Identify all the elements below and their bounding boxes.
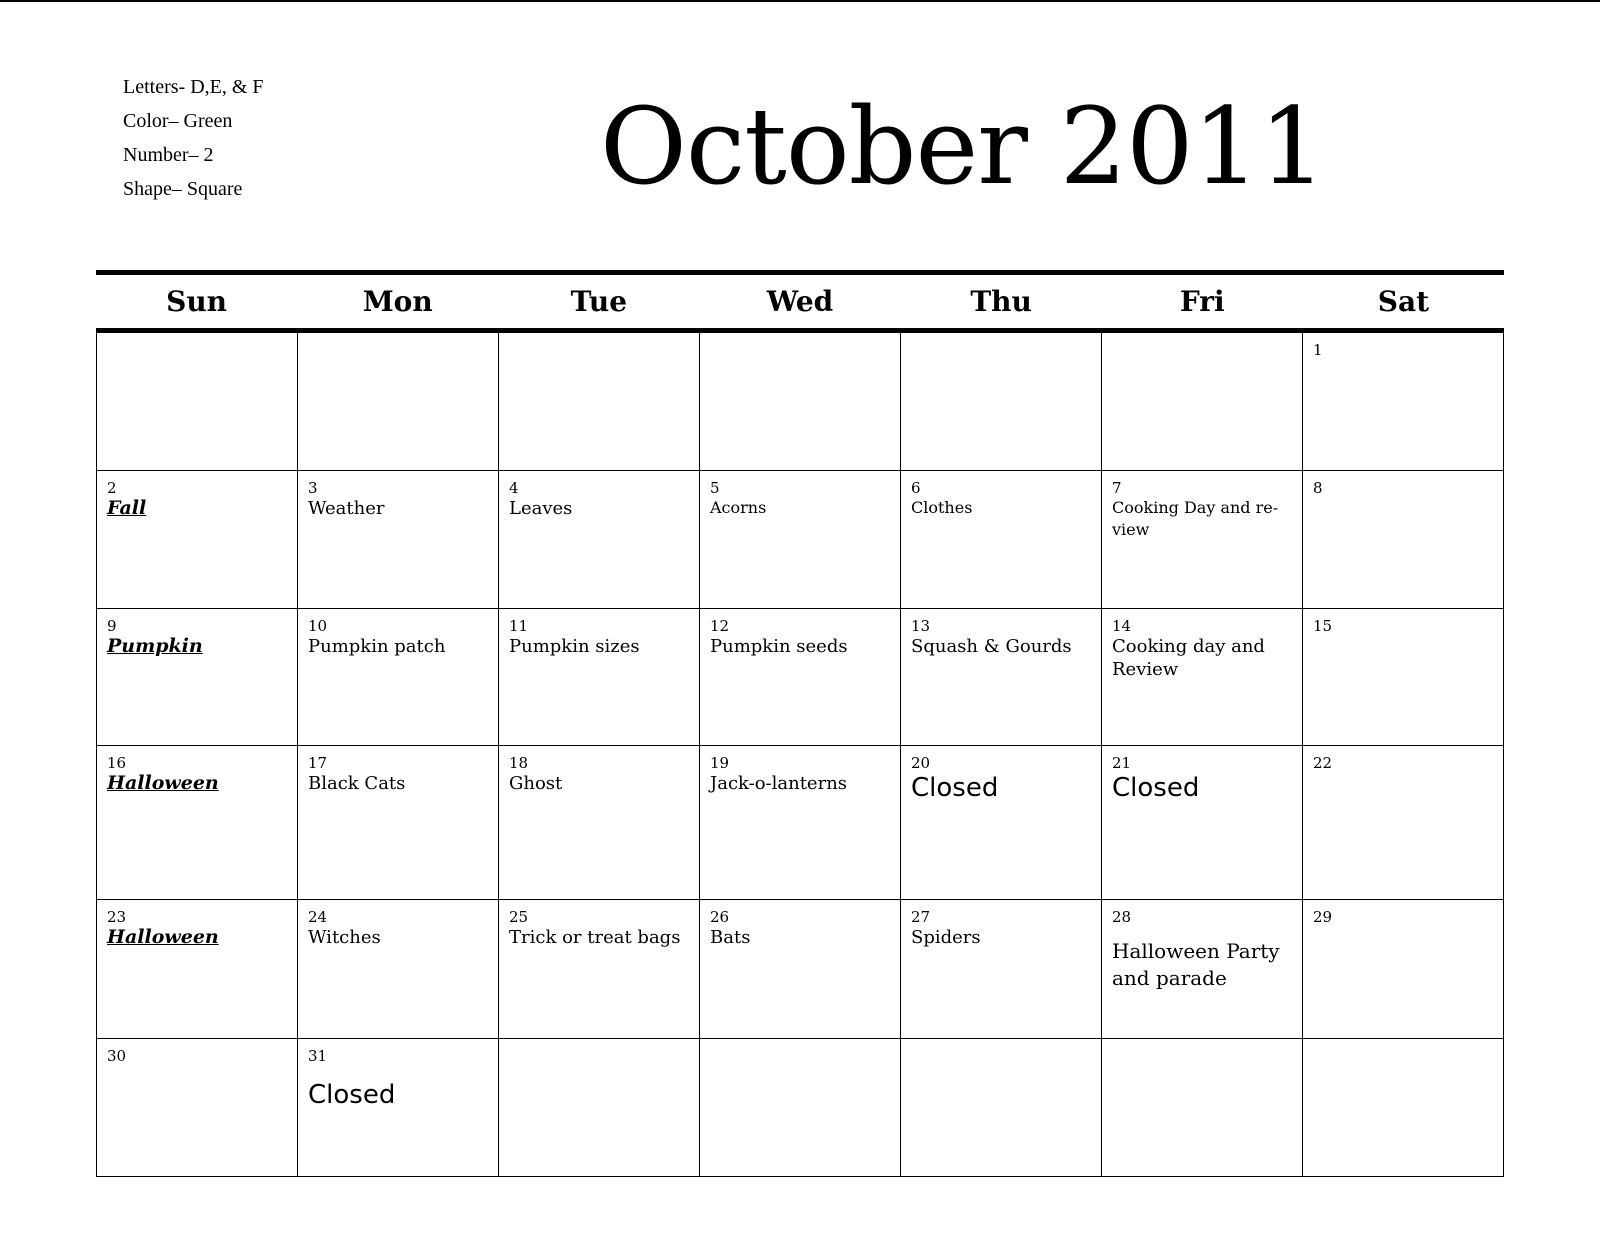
day-event: Black Cats	[308, 773, 406, 794]
weekly-focus-info	[123, 70, 264, 206]
day-cell	[901, 1039, 1102, 1177]
day-number: 28	[1112, 908, 1132, 926]
day-cell	[1102, 1039, 1303, 1177]
day-event: Pumpkin seeds	[710, 636, 848, 657]
day-cell	[499, 1039, 700, 1177]
day-cell	[1303, 609, 1504, 746]
day-cell	[1102, 900, 1303, 1039]
day-number: 16	[107, 754, 127, 772]
weekday-sun: Sun	[166, 285, 228, 318]
day-cell	[1303, 746, 1504, 900]
day-number	[911, 341, 1091, 359]
day-cell	[700, 900, 901, 1039]
day-event: Bats	[710, 927, 751, 948]
day-cell	[1102, 609, 1303, 746]
calendar-title: October 2011	[600, 85, 1326, 208]
day-number: 19	[710, 754, 730, 772]
day-number: 24	[308, 908, 328, 926]
day-cell	[97, 333, 298, 471]
day-cell	[499, 746, 700, 900]
day-number: 5	[710, 479, 720, 497]
day-event: Ghost	[509, 773, 563, 794]
closed-label: Closed	[308, 1080, 396, 1110]
day-number: 7	[1112, 479, 1122, 497]
day-event: Pumpkin patch	[308, 636, 446, 657]
week-theme: Fall	[107, 497, 147, 519]
day-cell	[700, 1039, 901, 1177]
calendar	[96, 270, 1504, 1177]
day-number: 2	[107, 479, 117, 497]
day-cell	[1102, 746, 1303, 900]
week-theme: Pumpkin	[107, 635, 203, 657]
day-number: 15	[1313, 617, 1333, 635]
day-cell	[901, 746, 1102, 900]
letters-line: Letters- D,E, & F	[123, 76, 264, 98]
day-cell	[1303, 471, 1504, 609]
day-cell	[700, 333, 901, 471]
day-event: Leaves	[509, 498, 573, 519]
day-number	[1112, 1047, 1292, 1065]
day-number: 30	[107, 1047, 127, 1065]
day-event: Jack-o-lanterns	[710, 773, 848, 794]
day-cell	[700, 609, 901, 746]
day-event: Cooking day and Review	[1112, 636, 1265, 680]
day-number: 17	[308, 754, 328, 772]
closed-label: Closed	[1112, 773, 1200, 803]
day-cell	[97, 900, 298, 1039]
day-cell	[901, 333, 1102, 471]
day-number: 18	[509, 754, 529, 772]
day-cell	[298, 471, 499, 609]
day-cell	[1303, 1039, 1504, 1177]
weekday-sat: Sat	[1377, 285, 1430, 318]
day-event: Halloween Party and parade	[1112, 939, 1280, 990]
day-number: 26	[710, 908, 730, 926]
day-cell	[499, 609, 700, 746]
day-cell	[97, 746, 298, 900]
day-number: 9	[107, 617, 117, 635]
day-cell	[901, 900, 1102, 1039]
day-number: 31	[308, 1047, 328, 1065]
day-number: 13	[911, 617, 931, 635]
day-number	[308, 341, 488, 359]
day-number: 29	[1313, 908, 1333, 926]
day-cell	[97, 1039, 298, 1177]
day-event: Clothes	[911, 498, 973, 517]
day-cell	[1303, 900, 1504, 1039]
day-cell	[901, 609, 1102, 746]
day-event: Witches	[308, 927, 381, 948]
day-cell	[499, 333, 700, 471]
day-event: Trick or treat bags	[509, 927, 681, 948]
weekday-tue: Tue	[570, 285, 628, 318]
weekday-thu: Thu	[970, 285, 1032, 318]
day-number: 27	[911, 908, 931, 926]
day-cell	[298, 746, 499, 900]
day-cell	[1102, 333, 1303, 471]
closed-label: Closed	[911, 773, 999, 803]
day-number: 21	[1112, 754, 1132, 772]
calendar-grid	[96, 333, 1504, 1177]
top-border	[0, 0, 1600, 2]
day-cell	[700, 746, 901, 900]
day-number: 1	[1313, 341, 1323, 359]
day-event: Weather	[308, 498, 385, 519]
day-cell	[298, 900, 499, 1039]
day-cell	[298, 333, 499, 471]
day-number	[509, 1047, 689, 1065]
day-number: 14	[1112, 617, 1132, 635]
weekday-header	[96, 275, 1504, 328]
shape-line: Shape– Square	[123, 178, 243, 200]
day-number: 3	[308, 479, 318, 497]
day-number: 20	[911, 754, 931, 772]
day-number	[911, 1047, 1091, 1065]
day-cell	[1303, 333, 1504, 471]
day-event: Squash & Gourds	[911, 636, 1072, 657]
day-event: Pumpkin sizes	[509, 636, 640, 657]
day-cell	[97, 609, 298, 746]
day-number: 22	[1313, 754, 1333, 772]
day-number: 12	[710, 617, 730, 635]
day-number: 4	[509, 479, 519, 497]
day-number	[710, 1047, 890, 1065]
day-number	[107, 341, 287, 359]
day-cell	[700, 471, 901, 609]
day-number: 8	[1313, 479, 1323, 497]
day-event: Cooking Day and re-view	[1112, 498, 1279, 539]
day-cell	[298, 1039, 499, 1177]
day-cell	[499, 900, 700, 1039]
day-number	[509, 341, 689, 359]
week-theme: Halloween	[107, 926, 219, 948]
day-number: 23	[107, 908, 127, 926]
day-cell	[298, 609, 499, 746]
day-cell	[1102, 471, 1303, 609]
weekday-mon: Mon	[362, 285, 433, 318]
day-cell	[499, 471, 700, 609]
day-number: 6	[911, 479, 921, 497]
day-cell	[97, 471, 298, 609]
day-number	[1112, 341, 1292, 359]
day-number	[710, 341, 890, 359]
weekday-wed: Wed	[766, 285, 834, 318]
day-number: 10	[308, 617, 328, 635]
weekday-fri: Fri	[1179, 285, 1225, 318]
day-number: 11	[509, 617, 529, 635]
day-cell	[901, 471, 1102, 609]
number-line: Number– 2	[123, 144, 214, 166]
color-line: Color– Green	[123, 110, 233, 132]
day-number	[1313, 1047, 1493, 1065]
week-theme: Halloween	[107, 772, 219, 794]
day-number: 25	[509, 908, 529, 926]
day-event: Spiders	[911, 927, 981, 948]
day-event: Acorns	[710, 498, 767, 517]
